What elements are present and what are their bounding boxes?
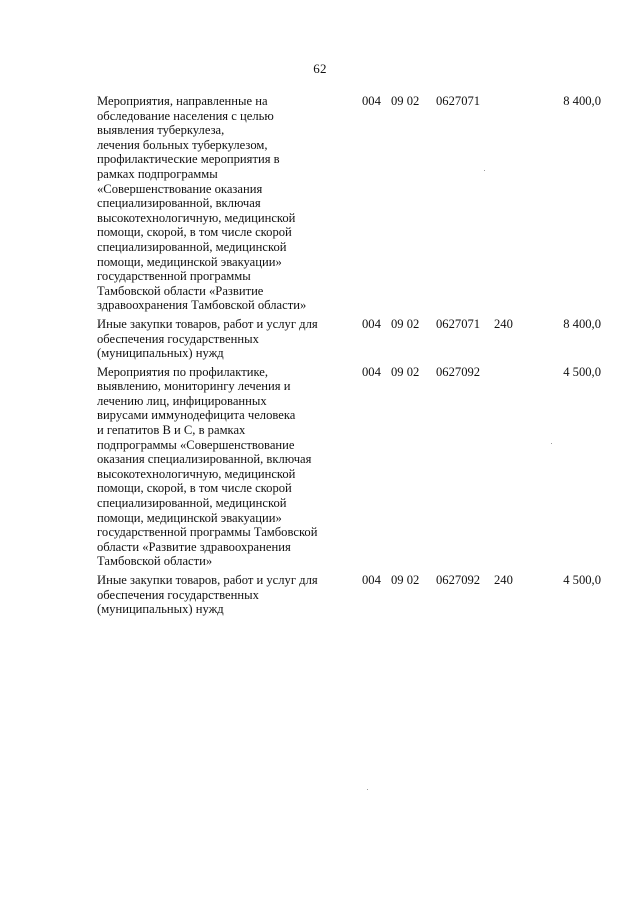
target-article-code: 0627092	[436, 573, 481, 587]
section-code: 09 02	[391, 364, 420, 379]
amount-value: 8 400,0	[563, 316, 601, 331]
section-code: 09 02	[391, 94, 420, 108]
target-article-code: 0627071	[436, 316, 481, 331]
row-description: Иные закупки товаров, работ и услуг для обеспечения государственных (муниципальных) нужд	[97, 573, 318, 617]
target-article-code: 0627092	[436, 364, 481, 379]
ministry-code: 004	[362, 364, 381, 379]
scan-speck	[484, 170, 485, 171]
table-row	[0, 365, 640, 569]
scan-speck	[367, 789, 368, 790]
table-row	[0, 94, 640, 313]
row-description: Мероприятия, направленные на обследование населения с целью выявления туберкулеза, лечения больных туберкулезом, профилактические мероприятия в рамках подпрограммы «Совершенствование оказания специализированной, включая высокотехнологичную, медицинской помощи, скорой, в том числе скорой специализированной, медицинской помощи, медицинской эвакуации» государственной программы Тамбовской области «Развитие здравоохранения Тамбовской области»	[97, 94, 307, 313]
row-description: Иные закупки товаров, работ и услуг для обеспечения государственных (муниципальных) нужд	[97, 316, 318, 361]
target-article-code: 0627071	[436, 94, 481, 108]
ministry-code: 004	[362, 316, 381, 331]
amount-value: 4 500,0	[563, 573, 601, 587]
section-code: 09 02	[391, 316, 420, 331]
row-description: Мероприятия по профилактике, выявлению, мониторингу лечения и лечению лиц, инфицированных вирусами иммунодефицита человека и гепатитов В и С, в рамках подпрограммы «Совершенствование оказания специализированной, включая высокотехнологичную, медицинской помощи, скорой, в том числе скорой специализированной, медицинской помощи, медицинской эвакуации» государственной программы Тамбовской области «Развитие здравоохранения Тамбовской области»	[97, 364, 318, 569]
scan-speck	[551, 443, 552, 444]
amount-value: 8 400,0	[563, 94, 601, 108]
expense-type-code: 240	[494, 573, 513, 587]
amount-value: 4 500,0	[563, 364, 601, 379]
expense-type-code: 240	[494, 316, 513, 331]
budget-table	[0, 94, 640, 621]
section-code: 09 02	[391, 573, 420, 587]
table-row	[0, 317, 640, 361]
ministry-code: 004	[362, 94, 381, 108]
ministry-code: 004	[362, 573, 381, 587]
table-row	[0, 573, 640, 617]
page-number: 62	[313, 61, 327, 76]
